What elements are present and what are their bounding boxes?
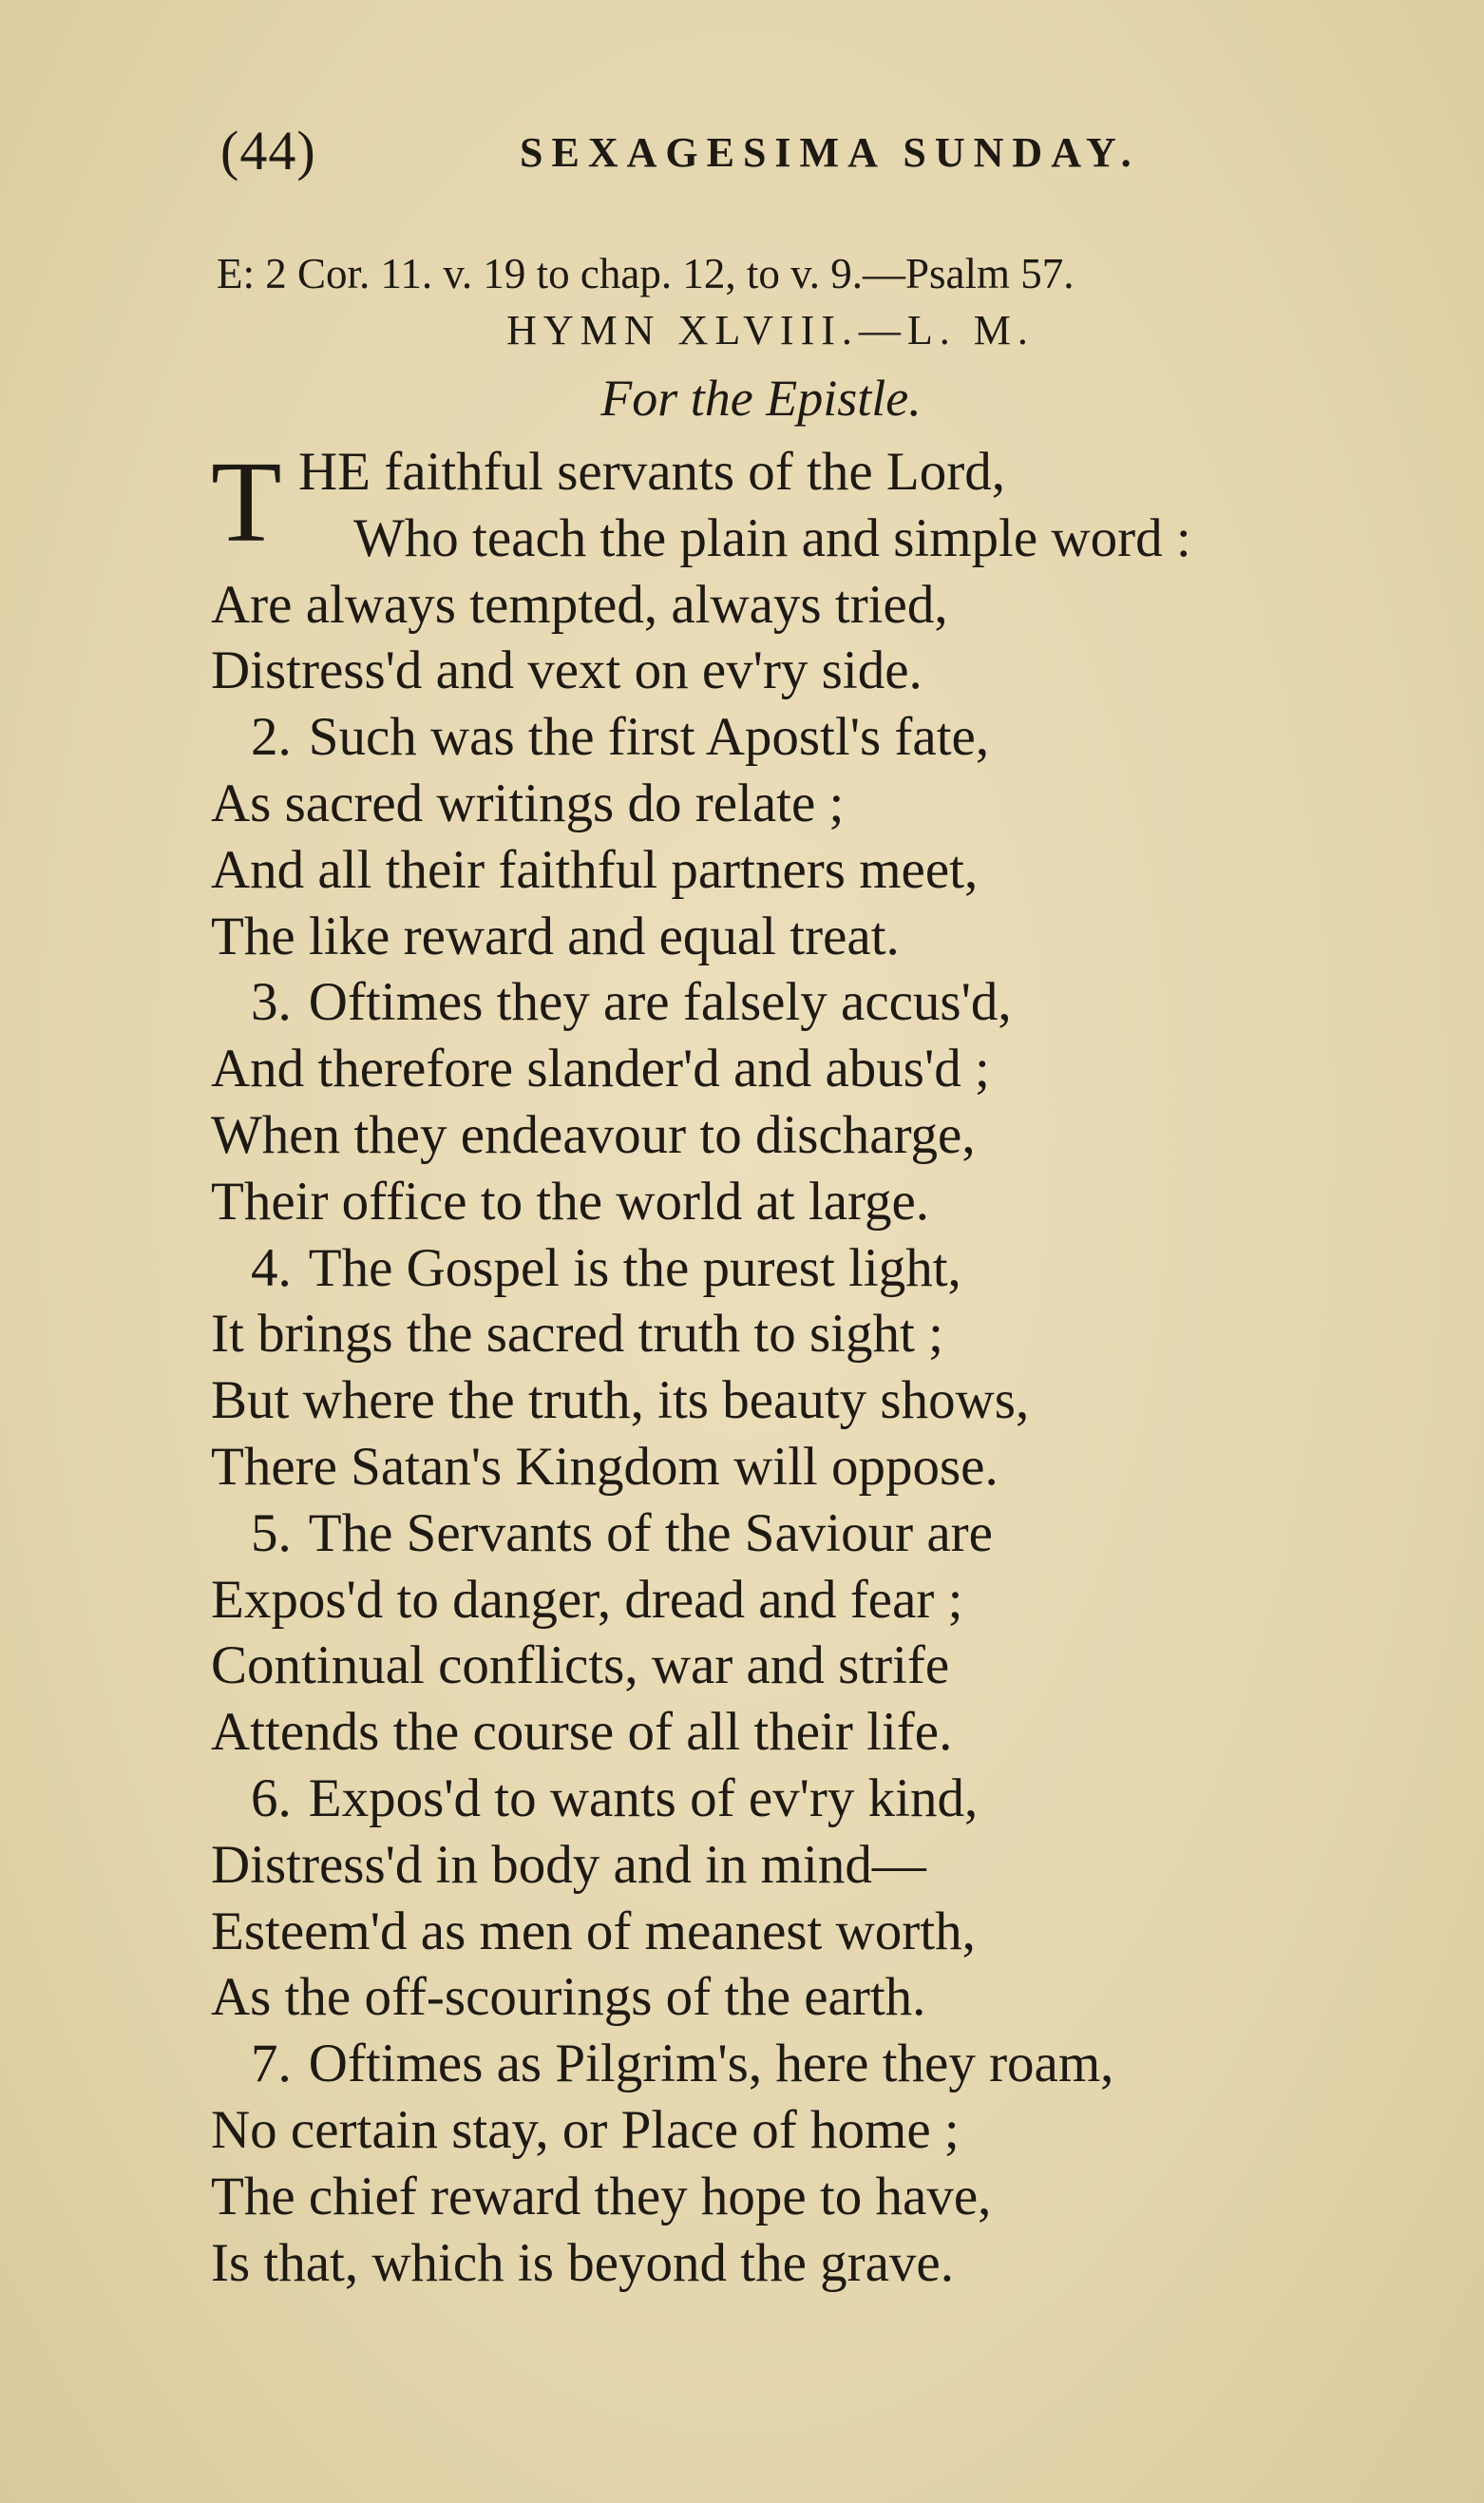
line-text: The Servants of the Saviour are xyxy=(308,1502,993,1563)
stanza-line xyxy=(211,1235,1465,1302)
stanza-line: Continual conflicts, war and strife xyxy=(211,1635,950,1696)
line-text: Expos'd to wants of ev'ry kind, xyxy=(308,1767,979,1828)
stanza-line: And therefore slander'd and abus'd ; xyxy=(211,1039,990,1099)
hymn-title: HYMN XLVIII.—L. M. xyxy=(506,307,1035,353)
stanza-line: Their office to the world at large. xyxy=(211,1171,930,1232)
stanza-line: Is that, which is beyond the grave. xyxy=(211,2232,954,2293)
drop-cap: T xyxy=(211,438,282,566)
stanza-1 xyxy=(211,439,1465,704)
stanza-4 xyxy=(211,1235,1465,1500)
stanza-line: Distress'd in body and in mind— xyxy=(211,1834,926,1895)
stanza-line xyxy=(211,969,1465,1036)
stanza-line: The like reward and equal treat. xyxy=(211,906,900,966)
stanza-line: The chief reward they hope to have, xyxy=(211,2166,992,2226)
verse-number: 6. xyxy=(251,1767,292,1828)
line-text: Oftimes they are falsely accus'd, xyxy=(308,972,1012,1033)
stanza-line: Are always tempted, always tried, xyxy=(211,574,948,635)
stanza-3 xyxy=(211,969,1465,1234)
stanza-5 xyxy=(211,1500,1465,1766)
stanza-line: Esteem'd as men of meanest worth, xyxy=(211,1901,976,1961)
stanza-line: And all their faithful partners meet, xyxy=(211,839,979,900)
page-number: (44) xyxy=(220,120,316,182)
stanza-line: As sacred writings do relate ; xyxy=(211,773,845,833)
page-header xyxy=(220,119,1313,185)
verse-number: 5. xyxy=(251,1502,292,1563)
stanza-line: Distress'd and vext on ev'ry side. xyxy=(211,640,923,701)
stanza-line: There Satan's Kingdom will oppose. xyxy=(211,1436,999,1497)
stanza-line: Expos'd to danger, dread and fear ; xyxy=(211,1569,963,1630)
line-text: Oftimes as Pilgrim's, here they roam, xyxy=(308,2034,1114,2094)
stanza-line: When they endeavour to discharge, xyxy=(211,1104,976,1165)
verse-number: 4. xyxy=(251,1237,292,1298)
verse-number: 7. xyxy=(251,2034,292,2094)
hymn-occasion: For the Epistle. xyxy=(600,370,922,427)
verse-number: 2. xyxy=(251,707,292,768)
stanza-line: It brings the sacred truth to sight ; xyxy=(211,1304,943,1365)
hymn-text xyxy=(211,439,1465,2296)
stanza-2 xyxy=(211,704,1465,969)
stanza-line: Attends the course of all their life. xyxy=(211,1702,953,1763)
stanza-line xyxy=(211,704,1465,771)
stanza-line: No certain stay, or Place of home ; xyxy=(211,2099,960,2160)
stanza-line xyxy=(211,2031,1465,2097)
stanza-line xyxy=(211,1766,1465,1832)
stanza-line xyxy=(211,1500,1465,1567)
verse-number: 3. xyxy=(251,972,292,1033)
line-text: HE faithful servants of the Lord, xyxy=(298,442,1005,502)
line-text: The Gospel is the purest light, xyxy=(308,1237,961,1298)
stanza-line: Who teach the plain and simple word : xyxy=(353,507,1191,568)
stanza-line: But where the truth, its beauty shows, xyxy=(211,1370,1030,1431)
line-text: Such was the first Apostl's fate, xyxy=(308,707,990,768)
stanza-line: As the off-scourings of the earth. xyxy=(211,1967,926,2028)
scripture-readings: E: 2 Cor. 11. v. 19 to chap. 12, to v. 9.—Psalm 57. xyxy=(217,250,1075,297)
stanza-7 xyxy=(211,2031,1465,2296)
stanza-6 xyxy=(211,1766,1465,2031)
running-title: SEXAGESIMA SUNDAY. xyxy=(520,129,1140,176)
